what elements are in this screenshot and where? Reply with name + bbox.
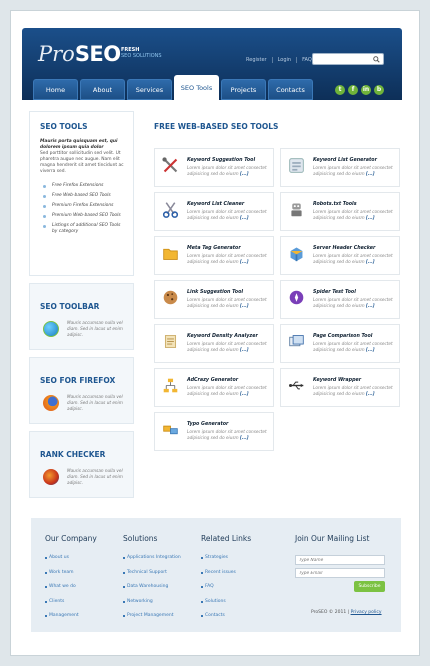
sidebar-intro-text: Sed porttitor sollicitudin sed velit. Ut pharetra augue nec augue. Nam elit magna hendrerit sit amet tincidunt ac viverra sed. [40, 151, 124, 174]
footer-link[interactable]: What we do [45, 584, 97, 589]
content-title: FREE WEB-BASED SEO TOOLS [154, 122, 279, 131]
logo-pro: Pro [38, 42, 75, 66]
folder-icon [162, 245, 179, 262]
footer-link[interactable]: Data Warehousing [123, 584, 181, 589]
tool-card[interactable] [154, 324, 274, 363]
footer-solutions [123, 534, 181, 628]
bullet-icon [42, 194, 47, 199]
tool-desc: Lorem ipsum dolor sit amet consectet adipisicing sed do eiusm [...] [187, 385, 267, 396]
footer-link[interactable]: Project Management [123, 613, 181, 618]
footer-mailing-title: Join Our Mailing List [295, 534, 370, 543]
sidebar-intro [40, 139, 125, 175]
sidebar-title: SEO TOOLS [40, 122, 88, 131]
globe-icon [43, 321, 59, 337]
tool-name[interactable]: Spider Test Tool [313, 290, 356, 295]
more-link[interactable]: [...] [239, 170, 249, 176]
tool-desc: Lorem ipsum dolor sit amet consectet adipisicing sed do eiusm [...] [313, 253, 393, 264]
tool-desc: Lorem ipsum dolor sit amet consectet adipisicing sed do eiusm [...] [187, 297, 267, 308]
tools-grid [154, 148, 402, 451]
cookie-icon [162, 289, 179, 306]
tool-card[interactable] [154, 192, 274, 231]
subscribe-button[interactable]: Subscribe [354, 581, 385, 592]
tool-name[interactable]: Keyword List Cleaner [187, 202, 245, 207]
tool-card[interactable] [280, 192, 400, 231]
sidebar-link[interactable]: Listings of additional SEO Tools by category [42, 223, 125, 235]
more-link[interactable]: [...] [239, 258, 249, 264]
footer-related [201, 534, 251, 628]
more-link[interactable]: [...] [365, 346, 375, 352]
robot-icon [288, 201, 305, 218]
bullet-icon [42, 214, 47, 219]
tool-card[interactable] [280, 368, 400, 407]
tool-name[interactable]: Keyword Density Analyzer [187, 334, 258, 339]
sitemap-icon [162, 377, 179, 394]
site-footer [31, 518, 401, 632]
usb-icon [288, 377, 305, 394]
footer-link[interactable]: Strategies [201, 555, 251, 560]
spider-icon [288, 289, 305, 306]
tool-desc: Lorem ipsum dolor sit amet consectet adipisicing sed do eiusm [...] [313, 385, 393, 396]
faq-link[interactable]: FAQ [302, 57, 312, 63]
footer-link[interactable]: Contacts [201, 613, 251, 618]
main-nav [33, 79, 315, 100]
twitter-icon[interactable]: t [335, 85, 345, 95]
tab-projects[interactable]: Projects [221, 79, 266, 100]
tool-card[interactable] [154, 368, 274, 407]
tool-card[interactable] [280, 148, 400, 187]
sidebar-intro-bold: Mauris porta quisquam est, qui dolorem ipsum quia dolor [40, 139, 118, 150]
tool-card[interactable] [154, 280, 274, 319]
tool-desc: Lorem ipsum dolor sit amet consectet adipisicing sed do eiusm [...] [187, 429, 267, 440]
tool-desc: Lorem ipsum dolor sit amet consectet adipisicing sed do eiusm [...] [313, 341, 393, 352]
tab-services[interactable]: Services [127, 79, 172, 100]
tool-name[interactable]: Page Comparison Tool [313, 334, 373, 339]
seo-toolbar-title[interactable]: SEO TOOLBAR [40, 302, 100, 311]
tool-card[interactable] [154, 236, 274, 275]
more-link[interactable]: [...] [365, 170, 375, 176]
social-links [335, 85, 384, 95]
login-link[interactable]: Login [273, 57, 298, 63]
register-link[interactable]: Register [241, 57, 273, 63]
footer-link[interactable]: About us [45, 555, 97, 560]
copyright-text: ProSEO © 2011 | [311, 610, 350, 615]
typo-icon [162, 421, 179, 438]
scroll-icon [162, 333, 179, 350]
sidebar-link[interactable]: Premium Web-based SEO Tools [42, 213, 125, 219]
privacy-link[interactable]: Privacy policy [350, 610, 382, 615]
site-logo[interactable] [38, 42, 121, 66]
linkedin-icon[interactable]: in [362, 86, 370, 93]
sidebar-links [42, 183, 125, 235]
firefox-icon [43, 395, 59, 411]
footer-solutions-title: Solutions [123, 534, 158, 543]
top-links [241, 57, 317, 63]
footer-link[interactable]: Technical Support [123, 570, 181, 575]
tool-name[interactable]: Keyword Wrapper [313, 378, 362, 383]
seo-firefox-title[interactable]: SEO FOR FIREFOX [40, 376, 116, 385]
tool-name[interactable]: AdCrazy Generator [187, 378, 239, 383]
tools-icon [162, 157, 179, 174]
more-link[interactable]: [...] [239, 302, 249, 308]
tool-name[interactable]: Typo Generator [187, 422, 229, 427]
tool-desc: Lorem ipsum dolor sit amet consectet adipisicing sed do eiusm [...] [313, 297, 393, 308]
footer-related-title: Related Links [201, 534, 252, 543]
tagline-sub: SEO SOLUTIONS [121, 53, 162, 59]
more-link[interactable]: [...] [239, 390, 249, 396]
tool-name[interactable]: Keyword Suggestion Tool [187, 158, 256, 163]
facebook-icon[interactable]: f [348, 85, 358, 95]
rank-globe-icon [43, 469, 59, 485]
more-link[interactable]: [...] [365, 302, 375, 308]
seo-tools-box [29, 111, 134, 276]
tool-desc: Lorem ipsum dolor sit amet consectet adipisicing sed do eiusm [...] [187, 253, 267, 264]
footer-link[interactable]: Solutions [201, 599, 251, 604]
footer-link[interactable]: FAQ [201, 584, 251, 589]
sidebar-link[interactable]: Premium Firefox Extensions [42, 203, 125, 209]
tagline-main: FRESH [121, 47, 140, 53]
name-field[interactable] [295, 555, 385, 565]
more-link[interactable]: [...] [365, 390, 375, 396]
seo-firefox-desc: Mauris accumsan nulla vel diam. Sed in lacus ut enim adipisc. [67, 394, 123, 411]
tool-name[interactable]: Meta Tag Generator [187, 246, 241, 251]
tab-about[interactable]: About [80, 79, 125, 100]
more-link[interactable]: [...] [365, 214, 375, 220]
footer-link[interactable]: Recent issues [201, 570, 251, 575]
logo-seo: SEO [74, 42, 121, 66]
footer-link[interactable]: Work team [45, 570, 97, 575]
footer-company-title: Our Company [45, 534, 97, 543]
bullet-icon [42, 184, 47, 189]
tool-name[interactable]: Keyword List Generator [313, 158, 377, 163]
tool-name[interactable]: Link Suggestion Tool [187, 290, 244, 295]
tagline [121, 47, 162, 59]
more-link[interactable]: [...] [239, 434, 249, 440]
bullet-icon [42, 204, 47, 209]
tool-desc: Lorem ipsum dolor sit amet consectet adipisicing sed do eiusm [...] [187, 165, 267, 176]
tool-desc: Lorem ipsum dolor sit amet consectet adipisicing sed do eiusm [...] [313, 209, 393, 220]
footer-link[interactable]: Management [45, 613, 97, 618]
rank-checker-desc: Mauris accumsan nulla vel diam. Sed in lacus ut enim adipisc. [67, 468, 123, 485]
tool-card[interactable] [154, 148, 274, 187]
more-link[interactable]: [...] [239, 214, 249, 220]
footer-company [45, 534, 97, 628]
footer-link[interactable]: Applications Integration [123, 555, 181, 560]
tool-card[interactable] [280, 236, 400, 275]
rank-checker-title[interactable]: RANK CHECKER [40, 450, 106, 459]
tool-desc: Lorem ipsum dolor sit amet consectet adipisicing sed do eiusm [...] [187, 341, 267, 352]
tool-card[interactable] [280, 324, 400, 363]
bullet-icon [42, 224, 47, 229]
list-generator-icon [288, 157, 305, 174]
copyright [311, 610, 382, 615]
footer-mailing [295, 534, 385, 592]
tool-name[interactable]: Robots.txt Tools [313, 202, 357, 207]
tool-desc: Lorem ipsum dolor sit amet consectet adipisicing sed do eiusm [...] [187, 209, 267, 220]
seo-toolbar-desc: Mauris accumsan nulla vel diam. Sed in lacus ut enim adipisc. [67, 320, 123, 337]
compare-icon [288, 333, 305, 350]
sidebar-link[interactable]: Free Firefox Extensions [42, 183, 125, 189]
search-icon[interactable] [373, 56, 380, 63]
blogger-icon[interactable]: b [374, 85, 384, 95]
seo-toolbar-box [29, 283, 134, 350]
more-link[interactable]: [...] [365, 258, 375, 264]
sidebar-link[interactable]: Free Web-based SEO Tools [42, 193, 125, 199]
seo-firefox-box [29, 357, 134, 424]
more-link[interactable]: [...] [239, 346, 249, 352]
footer-link[interactable]: Clients [45, 599, 97, 604]
tab-home[interactable]: Home [33, 79, 78, 100]
rank-checker-box [29, 431, 134, 498]
tab-seo-tools[interactable]: SEO Tools [174, 75, 219, 100]
tab-contacts[interactable]: Contacts [268, 79, 313, 100]
tool-card[interactable] [154, 412, 274, 451]
tool-card[interactable] [280, 280, 400, 319]
scissors-icon [162, 201, 179, 218]
sidebar [29, 111, 134, 505]
email-field[interactable] [295, 568, 385, 578]
tool-desc: Lorem ipsum dolor sit amet consectet adipisicing sed do eiusm [...] [313, 165, 393, 176]
search-input[interactable] [312, 53, 384, 65]
tool-name[interactable]: Server Header Checker [313, 246, 376, 251]
server-box-icon [288, 245, 305, 262]
footer-link[interactable]: Networking [123, 599, 181, 604]
